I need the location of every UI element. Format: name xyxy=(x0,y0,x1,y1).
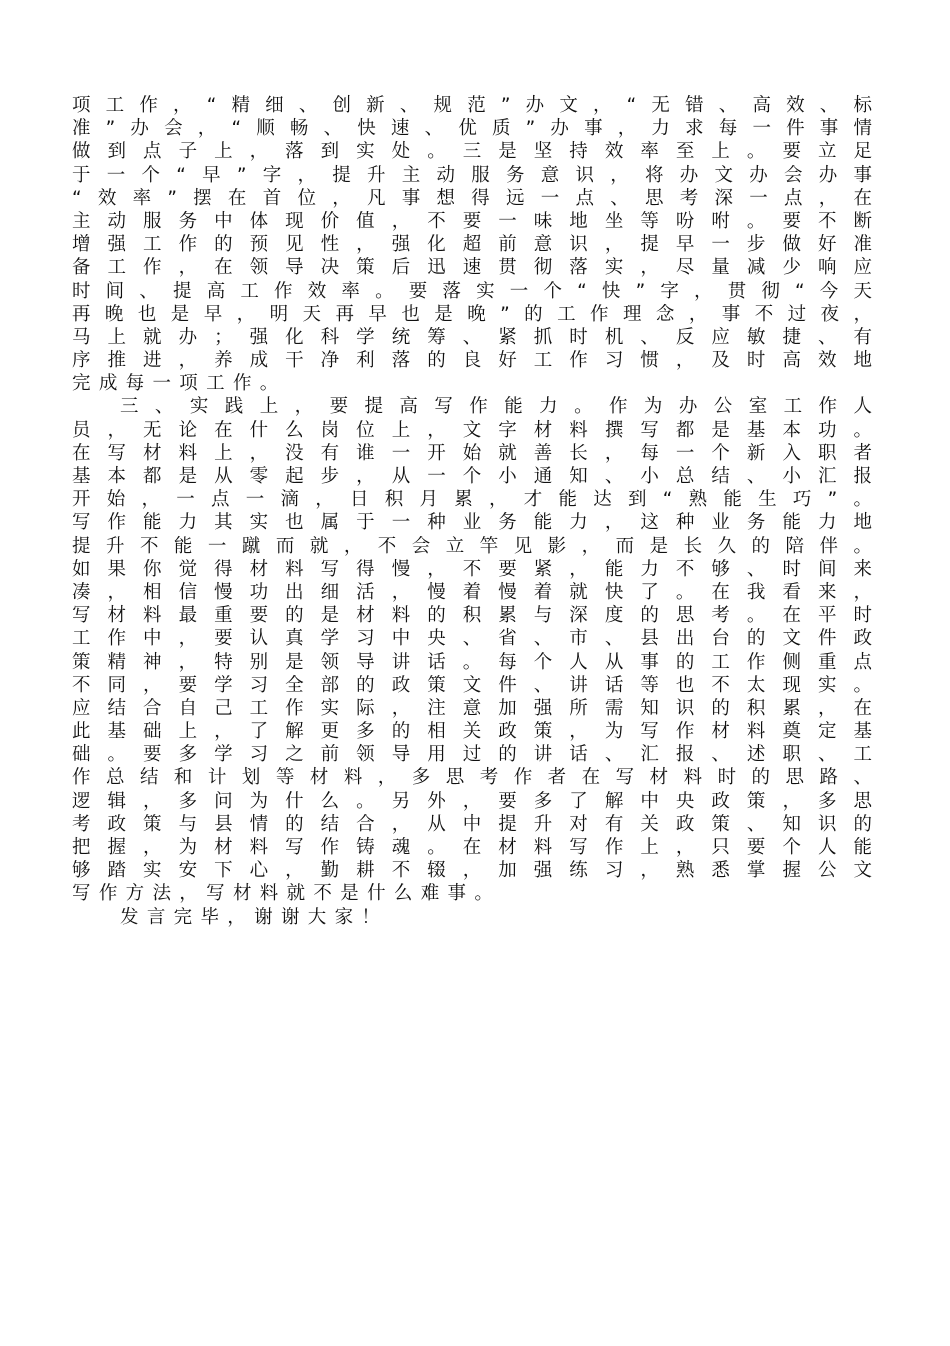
text-line: 增强工作的预见性，强化超前意识，提早一步做好准 xyxy=(72,234,872,256)
text-line: 做到点子上，落到实处。三是坚持效率至上。要立足 xyxy=(72,141,872,163)
text-line: 不同，要学习全部的政策文件、讲话等也不太现实。 xyxy=(72,674,872,696)
text-line: 逻辑，多问为什么。另外，要多了解中央政策，多思 xyxy=(72,790,872,812)
text-line: 策精神，特别是领导讲话。每个人从事的工作侧重点 xyxy=(72,651,872,673)
text-line: 马上就办；强化科学统筹、紧抓时机、反应敏捷、有 xyxy=(72,326,872,348)
text-line: 应结合自己工作实际，注意加强所需知识的积累，在 xyxy=(72,697,872,719)
text-line: 提升不能一蹴而就，不会立竿见影，而是长久的陪伴。 xyxy=(72,535,872,557)
document-body xyxy=(72,94,872,929)
text-line: 在写材料上，没有谁一开始就善长，每一个新入职者 xyxy=(72,442,872,464)
text-line: 写材料最重要的是材料的积累与深度的思考。在平时 xyxy=(72,605,872,627)
text-line: 再晚也是早，明天再早也是晚”的工作理念，事不过夜， xyxy=(72,303,872,325)
text-line: “效率”摆在首位，凡事想得远一点、思考深一点，在 xyxy=(72,187,872,209)
text-line: 完成每一项工作。 xyxy=(72,373,287,395)
text-line: 主动服务中体现价值，不要一味地坐等吩咐。要不断 xyxy=(72,210,872,232)
text-line: 如果你觉得材料写得慢，不要紧，能力不够、时间来 xyxy=(72,558,872,580)
text-line: 开始，一点一滴，日积月累，才能达到“熟能生巧”。 xyxy=(72,489,872,511)
text-line: 作总结和计划等材料，多思考作者在写材料时的思路、 xyxy=(72,767,872,789)
text-line: 时间、提高工作效率。要落实一个“快”字，贯彻“今天 xyxy=(72,280,872,302)
text-line: 序推进，养成干净利落的良好工作习惯，及时高效地 xyxy=(72,350,872,372)
text-line: 准”办会，“顺畅、快速、优质”办事，力求每一件事情 xyxy=(72,118,872,140)
text-line: 于一个“早”字，提升主动服务意识，将办文办会办事 xyxy=(72,164,872,186)
text-line: 写作方法，写材料就不是什么难事。 xyxy=(72,883,502,905)
text-line: 员，无论在什么岗位上，文字材料撰写都是基本功。 xyxy=(72,419,872,441)
text-line: 基本都是从零起步，从一个小通知、小总结、小汇报 xyxy=(72,466,872,487)
text-line: 项工作，“精细、创新、规范”办文，“无错、高效、标 xyxy=(72,95,872,116)
text-line: 备工作，在领导决策后迅速贯彻落实，尽量减少响应 xyxy=(72,257,872,279)
text-line: 凑，相信慢功出细活，慢着慢着就快了。在我看来， xyxy=(72,581,872,603)
text-line: 写作能力其实也属于一种业务能力，这种业务能力地 xyxy=(72,512,872,534)
section-heading-line: 三、实践上，要提高写作能力。作为办公室工作人 xyxy=(120,396,872,418)
text-line: 此基础上，了解更多的相关政策，为写作材料奠定基 xyxy=(72,721,872,743)
closing-line: 发言完毕，谢谢大家！ xyxy=(120,906,389,928)
text-line: 够踏实安下心，勤耕不辍，加强练习，熟悉掌握公文 xyxy=(72,860,872,882)
text-line: 工作中，要认真学习中央、省、市、县出台的文件政 xyxy=(72,628,872,650)
text-line: 把握，为材料写作铸魂。在材料写作上，只要个人能 xyxy=(72,837,872,858)
text-line: 考政策与县情的结合，从中提升对有关政策、知识的 xyxy=(72,813,872,835)
text-line: 础。要多学习之前领导用过的讲话、汇报、述职、工 xyxy=(72,744,872,766)
